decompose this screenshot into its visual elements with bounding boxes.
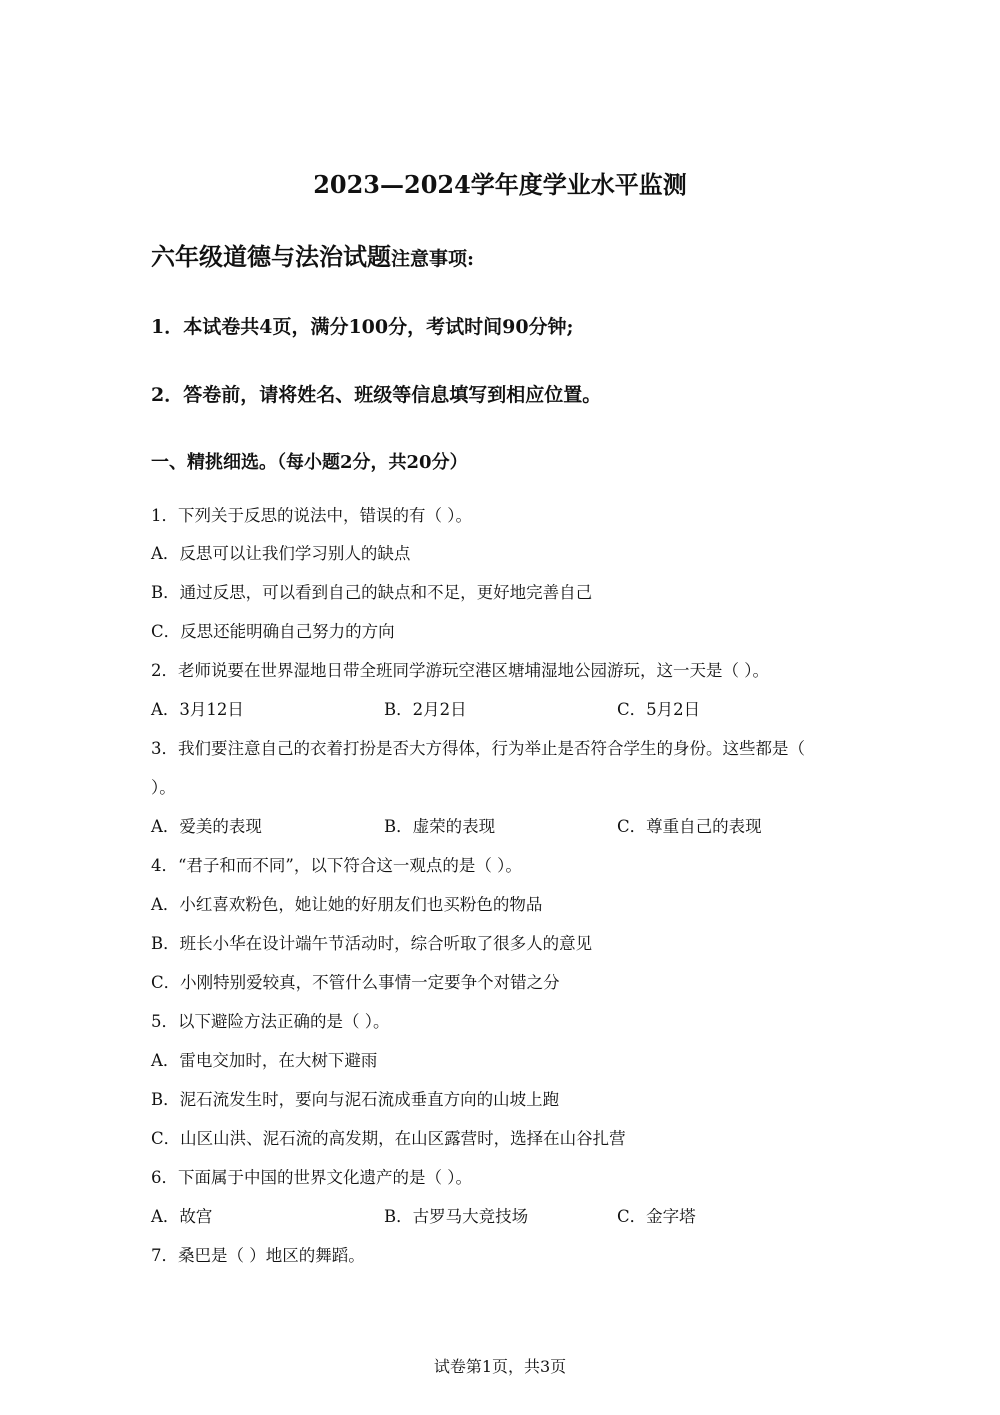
- question-stem: 5．以下避险方法正确的是（ ）。: [151, 1012, 390, 1031]
- question-stem: 4．“君子和而不同”，以下符合这一观点的是（ ）。: [151, 856, 522, 875]
- question-option: C．反思还能明确自己努力的方向: [151, 622, 395, 641]
- page-title: 2023—2024学年度学业水平监测: [313, 170, 687, 199]
- question-option: A．雷电交加时，在大树下避雨: [151, 1051, 378, 1070]
- question-stem: 3．我们要注意自己的衣着打扮是否大方得体，行为举止是否符合学生的身份。这些都是（: [151, 739, 805, 758]
- question-option: A．反思可以让我们学习别人的缺点: [151, 544, 411, 563]
- question-option: C．山区山洪、泥石流的高发期，在山区露营时，选择在山谷扎营: [151, 1129, 626, 1148]
- subject-title: 六年级道德与法治试题: [151, 242, 391, 271]
- question-option: B．通过反思，可以看到自己的缺点和不足，更好地完善自己: [151, 583, 593, 602]
- question-option: C．小刚特别爱较真，不管什么事情一定要争个对错之分: [151, 973, 560, 992]
- section-title: 一、精挑细选。（每小题2分，共20分）: [151, 452, 468, 473]
- question-stem: 2．老师说要在世界湿地日带全班同学游玩空港区塘埔湿地公园游玩，这一天是（ ）。: [151, 661, 769, 680]
- notice-label: 注意事项:: [391, 248, 475, 270]
- subject-heading: [151, 240, 474, 277]
- question-option: B．班长小华在设计端午节活动时，综合听取了很多人的意见: [151, 934, 593, 953]
- question-option: A．小红喜欢粉色，她让她的好朋友们也买粉色的物品: [151, 895, 543, 914]
- question-option: B．古罗马大竞技场: [384, 1207, 529, 1226]
- question-option: C．5月2日: [617, 700, 701, 719]
- page-footer: 试卷第1页，共3页: [433, 1357, 567, 1376]
- notice-item: 1．本试卷共4页，满分100分，考试时间90分钟;: [151, 316, 574, 338]
- question-option: B．虚荣的表现: [384, 817, 496, 836]
- question-stem: 7．桑巴是（ ）地区的舞蹈。: [151, 1246, 365, 1265]
- question-option: A．3月12日: [151, 700, 244, 719]
- question-option: B．2月2日: [384, 700, 467, 719]
- question-option: A．爱美的表现: [151, 817, 262, 836]
- question-stem: 1．下列关于反思的说法中，错误的有（ ）。: [151, 506, 472, 525]
- question-option: C．尊重自己的表现: [617, 817, 762, 836]
- question-option: B．泥石流发生时，要向与泥石流成垂直方向的山坡上跑: [151, 1090, 560, 1109]
- question-option: C．金字塔: [617, 1207, 696, 1226]
- question-stem: 6．下面属于中国的世界文化遗产的是（ ）。: [151, 1168, 472, 1187]
- notice-item: 2．答卷前，请将姓名、班级等信息填写到相应位置。: [151, 384, 602, 406]
- question-stem-continued: ）。: [151, 778, 176, 797]
- question-option: A．故宫: [151, 1207, 213, 1226]
